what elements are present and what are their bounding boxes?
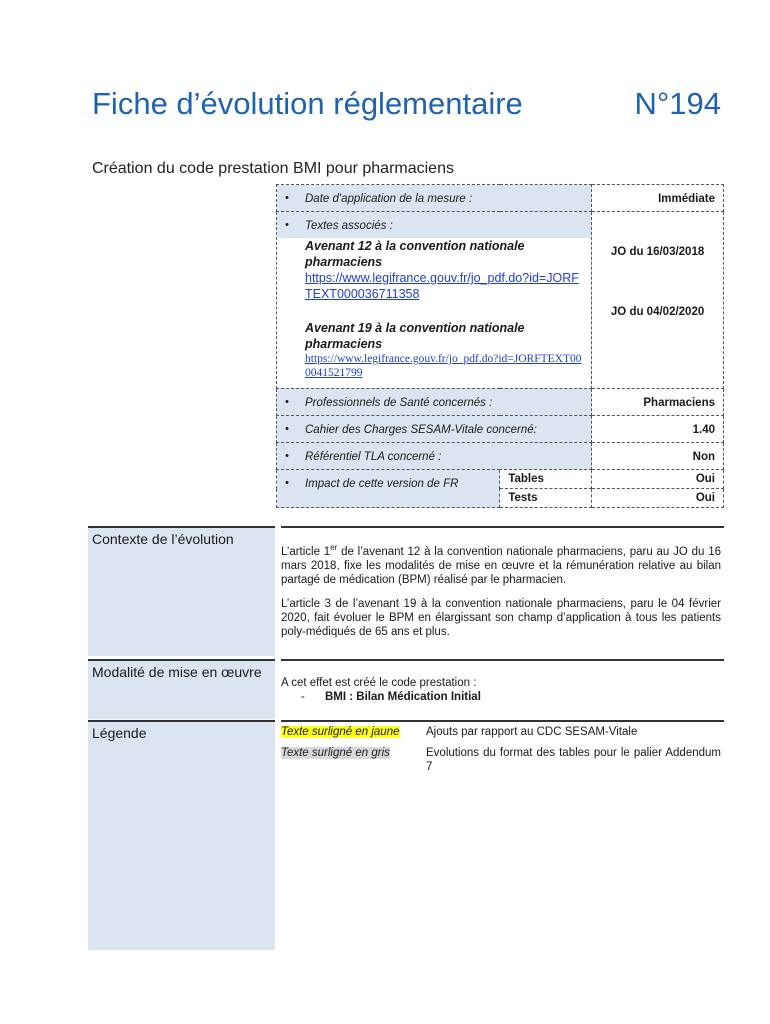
row-pro bbox=[277, 389, 724, 416]
modalite-item: - BMI : Bilan Médication Initial bbox=[301, 691, 481, 703]
legend-grey-desc: Evolutions du format des tables pour le palier Addendum 7 bbox=[426, 747, 721, 773]
legend-yellow bbox=[281, 725, 721, 739]
pro-value: Pharmaciens bbox=[592, 389, 724, 416]
document-number: N°194 bbox=[634, 86, 721, 121]
modalite-divider bbox=[281, 659, 724, 661]
cdc-label: • Cahier des Charges SESAM-Vitale concerné: bbox=[277, 416, 591, 442]
row-cdc bbox=[277, 416, 724, 443]
ref1-title: Avenant 12 à la convention nationale pharmaciens bbox=[305, 239, 525, 269]
modalite-label: Modalité de mise en œuvre bbox=[88, 659, 275, 719]
textes-jo bbox=[592, 212, 724, 389]
tla-label: • Référentiel TLA concerné : bbox=[277, 443, 591, 469]
legend-yellow-label: Texte surligné en jaune bbox=[281, 726, 400, 738]
impact-label: • Impact de cette version de FR bbox=[277, 470, 499, 496]
tables-value: Oui bbox=[592, 470, 724, 489]
date-label: • Date d'application de la mesure : bbox=[277, 185, 591, 211]
tests-label: Tests bbox=[500, 489, 592, 508]
legend-grey-label: Texte surligné en gris bbox=[281, 747, 390, 759]
page-subtitle: Création du code prestation BMI pour pharmaciens bbox=[92, 160, 454, 177]
row-impact-tables bbox=[277, 470, 724, 489]
ref2-title: Avenant 19 à la convention nationale pharmaciens bbox=[305, 321, 525, 351]
ref1-jo: JO du 16/03/2018 bbox=[610, 246, 705, 258]
contexte-body bbox=[281, 541, 721, 649]
date-value: Immédiate bbox=[592, 185, 724, 212]
contexte-paragraph-1: L’article 1er de l’avenant 12 à la convention nationale pharmaciens, paru au JO du 16 mars 2018, fixe les modalités de mise en œuvre et la rémunération relative au bilan partagé de médication (BPM) réalisé par le pharmacien. bbox=[281, 543, 721, 586]
ref2-link[interactable]: https://www.legifrance.gouv.fr/jo_pdf.do?id=JORFTEXT000041521799 bbox=[305, 353, 582, 379]
textes-label: • Textes associés : bbox=[277, 212, 591, 238]
ref2-jo: JO du 04/02/2020 bbox=[610, 306, 705, 318]
legend-yellow-desc: Ajouts par rapport au CDC SESAM-Vitale bbox=[426, 726, 638, 738]
ref1-link[interactable]: https://www.legifrance.gouv.fr/jo_pdf.do?id=JORFTEXT000036711358 bbox=[305, 271, 579, 301]
row-date bbox=[277, 185, 724, 212]
tests-value: Oui bbox=[592, 489, 724, 508]
legende-divider bbox=[281, 720, 724, 722]
row-tla bbox=[277, 443, 724, 470]
contexte-label: Contexte de l’évolution bbox=[88, 526, 275, 656]
info-table bbox=[276, 184, 724, 508]
row-textes bbox=[277, 212, 724, 389]
legend-grey bbox=[281, 746, 721, 773]
modalite-body bbox=[281, 676, 721, 704]
contexte-paragraph-2: L’article 3 de l’avenant 19 à la convention nationale pharmaciens, paru le 04 février 2020, fait évoluer le BPM en élargissant son champ d’application à tous les patients poly-médiqués de 65 ans et plus. bbox=[281, 597, 721, 638]
legende-label: Légende bbox=[88, 720, 275, 950]
tla-value: Non bbox=[592, 443, 724, 470]
pro-label: • Professionnels de Santé concernés : bbox=[277, 389, 591, 415]
modalite-intro: A cet effet est créé le code prestation : bbox=[281, 677, 477, 689]
page-title: Fiche d’évolution réglementaire bbox=[92, 86, 523, 121]
textes-refs bbox=[277, 238, 591, 388]
contexte-divider bbox=[281, 526, 724, 528]
cdc-value: 1.40 bbox=[592, 416, 724, 443]
tables-label: Tables bbox=[500, 470, 592, 489]
